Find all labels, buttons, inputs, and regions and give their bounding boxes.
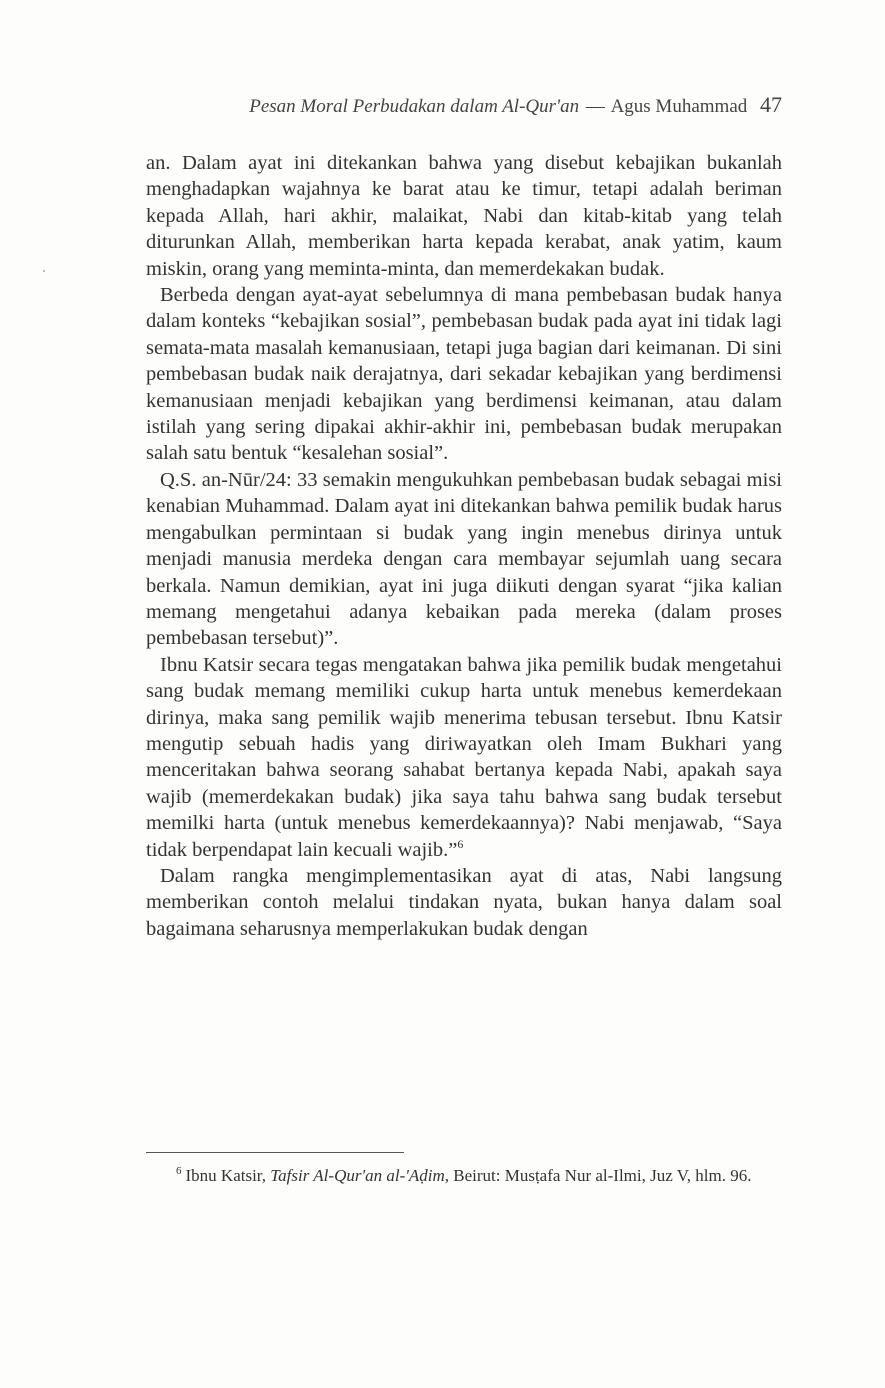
header-title: Pesan Moral Perbudakan dalam Al-Qur'an (249, 96, 580, 117)
paragraph-2: Berbeda dengan ayat-ayat sebelumnya di mana pembebasan budak hanya dalam konteks “kebajikan sosial”, pembebasan budak pada ayat ini tidak lagi semata-mata masalah kemanusiaan, tetapi juga bagian dari keimanan. Di sini pembebasan budak naik derajatnya, dari sekadar kebajikan yang berdimensi kemanusiaan menjadi kebajikan yang berdimensi keimanan, atau dalam istilah yang sering dipakai akhir-akhir ini, pembebasan budak merupakan salah satu bentuk “kesalehan sosial”. (146, 284, 782, 465)
paragraph-1: an. Dalam ayat ini ditekankan bahwa yang disebut kebajikan bukanlah menghadapkan wajahnya ke barat atau ke timur, tetapi adalah beriman kepada Allah, hari akhir, malaikat, Nabi dan kitab-kitab yang telah diturunkan Allah, memberikan harta kepada kerabat, anak yatim, kaum miskin, orang yang meminta-minta, dan memerdekakan budak. (146, 152, 782, 280)
scan-speck (43, 270, 45, 272)
footnote-author: Ibnu Katsir, (185, 1166, 271, 1185)
paragraph-5: Dalam rangka mengimplementasikan ayat di atas, Nabi langsung memberikan contoh melalui tindakan nyata, bukan hanya dalam soal bagaimana seharusnya memperlakukan budak dengan (146, 864, 782, 940)
footnote-number: 6 (176, 1165, 182, 1178)
body-text (146, 150, 782, 942)
footnote-details: , Beirut: Musṭafa Nur al-Ilmi, Juz V, hlm. 96. (444, 1166, 752, 1185)
page-number: 47 (760, 92, 782, 117)
header-separator: — (585, 96, 605, 117)
header-author: Agus Muhammad (610, 96, 748, 117)
footnote-reference[interactable]: 6 (457, 836, 464, 851)
footnote-book-title: Tafsir Al-Qur'an al-'Aḍim (270, 1166, 445, 1185)
paragraph-4-text: Ibnu Katsir secara tegas mengatakan bahwa jika pemilik budak mengetahui sang budak memang memiliki cukup harta untuk menebus kemerdekaan dirinya, maka sang pemilik wajib menerima tebusan tersebut. Ibnu Katsir mengutip sebuah hadis yang diriwayatkan oleh Imam Bukhari yang menceritakan bahwa seorang sahabat bertanya kepada Nabi, apakah saya wajib (memerdekakan budak) jika saya tahu bahwa sang budak tersebut memilki harta (untuk menebus kemerdekaannya)? Nabi menjawab, “Saya tidak berpendapat lain kecuali wajib.” (146, 653, 782, 861)
paragraph-4 (146, 652, 782, 863)
footnote-divider (146, 1152, 404, 1153)
footnote (146, 1164, 782, 1187)
paragraph-3: Q.S. an-Nūr/24: 33 semakin mengukuhkan pembebasan budak sebagai misi kenabian Muhammad. Dalam ayat ini ditekankan bahwa pemilik budak harus mengabulkan permintaan si budak yang ingin menebus dirinya untuk menjadi manusia merdeka dengan cara membayar sejumlah uang secara berkala. Namun demikian, ayat ini juga diikuti dengan syarat “jika kalian memang mengetahui adanya kebaikan pada mereka (dalam proses pembebasan tersebut)”. (146, 468, 782, 650)
running-header (146, 92, 782, 118)
